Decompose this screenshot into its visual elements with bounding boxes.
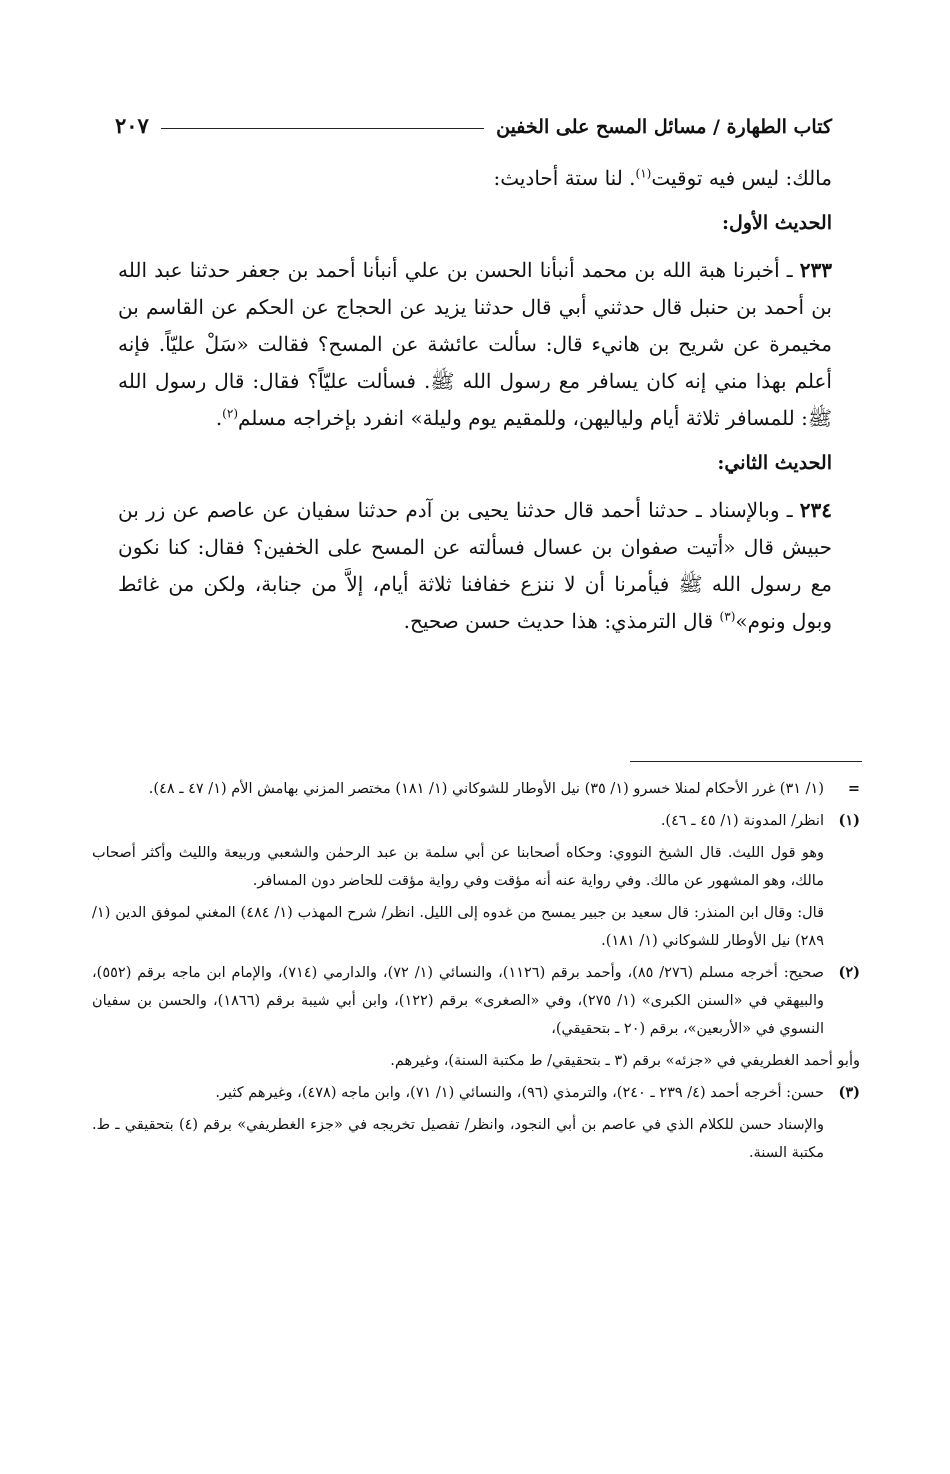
running-header	[115, 98, 832, 138]
footnote-3	[92, 1079, 860, 1107]
hadith-text: ـ أخبرنا هبة الله بن محمد أنبأنا الحسن بن علي أنبأنا أحمد بن جعفر حدثنا عبد الله بن أحمد بن حنبل قال حدثني أبي قال حدثنا يزيد عن الحجاج عن الحكم عن القاسم بن مخيمرة عن شريح بن هانيء قال: سألت عائشة عن المسح؟ فقالت «سَلْ عليّاً. فإنه أعلم بهذا مني إنه كان يسافر مع رسول الله ﷺ. فسألت عليّاً؟ فقال: قال رسول الله ﷺ: للمسافر ثلاثة أيام ولياليهن، وللمقيم يوم وليلة» انفرد بإخراجه مسلم	[118, 258, 832, 430]
footnote-3-paragraph: والإسناد حسن للكلام الذي في عاصم بن أبي النجود، وانظر/ تفصيل تخريجه في «جزء الغطريفي» برقم (٤) بتحقيقي ـ ط. مكتبة السنة.	[92, 1117, 824, 1161]
footnote-1	[92, 807, 860, 835]
footnote-ref-3[interactable]: (٣)	[719, 609, 736, 624]
footnote-text: (١/ ٣١) غرر الأحكام لمنلا خسرو (١/ ٣٥) نيل الأوطار للشوكاني (١/ ١٨١) مختصر المزني بهامش الأم (١/ ٤٧ ـ ٤٨).	[148, 781, 824, 797]
intro-paragraph	[118, 160, 832, 197]
footnote-ref-2[interactable]: (٢)	[222, 406, 238, 421]
footnote-mark: =	[847, 780, 860, 797]
footnote-separator	[630, 761, 862, 762]
header-rule	[161, 128, 484, 129]
hadith-233: ٢٣٣ ـ أخبرنا هبة الله بن محمد أنبأنا الحسن بن علي أنبأنا أحمد بن جعفر حدثنا عبد الله بن أحمد بن حنبل قال حدثني أبي قال حدثنا يزيد عن الحجاج عن الحكم عن القاسم بن مخيمرة عن شريح بن هانيء قال: سألت عائشة عن المسح؟ فقالت «سَلْ عليّاً. فإنه أعلم بهذا مني إنه كان يسافر مع رسول الله ﷺ. فسألت عليّاً؟ فقال: قال رسول الله ﷺ: للمسافر ثلاثة أيام ولياليهن، وللمقيم يوم وليلة» انفرد بإخراجه مسلم$^{(٢)}$.	[118, 258, 832, 430]
page-number: ٢٠٧	[115, 113, 149, 138]
footnote-2	[92, 959, 860, 1043]
footnote-mark: (١)	[838, 812, 860, 829]
footnote-ref-1[interactable]: (١)	[635, 166, 652, 181]
heading-second-hadith: الحديث الثاني:	[717, 452, 832, 474]
hadith-number: ٢٣٣	[799, 258, 832, 282]
footnote-2-paragraph: وأبو أحمد الغطريفي في «جزئه» برقم (٣ ـ بتحقيقي/ ط مكتبة السنة)، وغيرهم.	[390, 1053, 860, 1069]
hadith-number: ٢٣٤	[799, 498, 832, 522]
hadith-text: ـ وبالإسناد ـ حدثنا أحمد قال حدثنا يحيى بن آدم حدثنا سفيان عن عاصم عن زر بن حبيش قال «أتيت صفوان بن عسال فسألته عن المسح على الخفين؟ فقال: كنا نكون مع رسول الله ﷺ فيأمرنا أن لا ننزع خفافنا ثلاثة أيام، إلاَّ من جنابة، ولكن من غائط وبول ونوم»	[118, 498, 832, 633]
intro-text: مالك: ليس فيه توقيت	[651, 166, 832, 190]
footnote-continuation	[92, 775, 860, 803]
footnote-1-paragraph: وهو قول الليث. قال الشيخ النووي: وحكاه أصحابنا عن أبي سلمة بن عبد الرحمٰن والشعبي وربيعة والليث وأكثر أصحاب مالك، وهو المشهور عن مالك. وفي رواية عنه أنه مؤقت وفي رواية مؤقت للحاضر دون المسافر.	[92, 845, 824, 889]
header-title: كتاب الطهارة / مسائل المسح على الخفين	[496, 116, 832, 138]
footnotes	[92, 775, 860, 1171]
footnote-mark: (٢)	[838, 964, 860, 981]
hadith-234	[118, 492, 832, 640]
footnote-1-paragraph: قال: وقال ابن المنذر: قال سعيد بن جبير يمسح من غدوه إلى الليل. انظر/ شرح المهذب (١/ ٤٨٤) المغني لموفق الدين (١/ ٢٨٩) نيل الأوطار للشوكاني (١/ ١٨١).	[92, 905, 824, 949]
footnote-text: حسن: أخرجه أحمد (٤/ ٢٣٩ ـ ٢٤٠)، والترمذي (٩٦)، والنسائي (١/ ٧١)، وابن ماجه (٤٧٨)، وغيرهم كثير.	[215, 1085, 824, 1101]
hadith-tail: قال الترمذي: هذا حديث حسن صحيح.	[403, 609, 720, 633]
footnote-text: انظر/ المدونة (١/ ٤٥ ـ ٤٦).	[660, 813, 824, 829]
main-text	[118, 160, 832, 648]
heading-first-hadith: الحديث الأول:	[722, 212, 832, 234]
footnote-text: صحيح: أخرجه مسلم (٢٧٦/ ٨٥)، وأحمد برقم (١١٢٦)، والنسائي (١/ ٧٢)، والدارمي (٧١٤)، والإمام ابن ماجه برقم (٥٥٢)، والبيهقي في «السنن الكبرى» (١/ ٢٧٥)، وفي «الصغرى» برقم (١٢٢)، وابن أبي شيبة برقم (١٨٦٦)، والحسن بن سفيان النسوي في «الأربعين»، برقم (٢٠ ـ بتحقيقي)،	[92, 965, 824, 1037]
footnote-mark: (٣)	[838, 1084, 860, 1101]
intro-tail: . لنا ستة أحاديث:	[493, 166, 636, 190]
